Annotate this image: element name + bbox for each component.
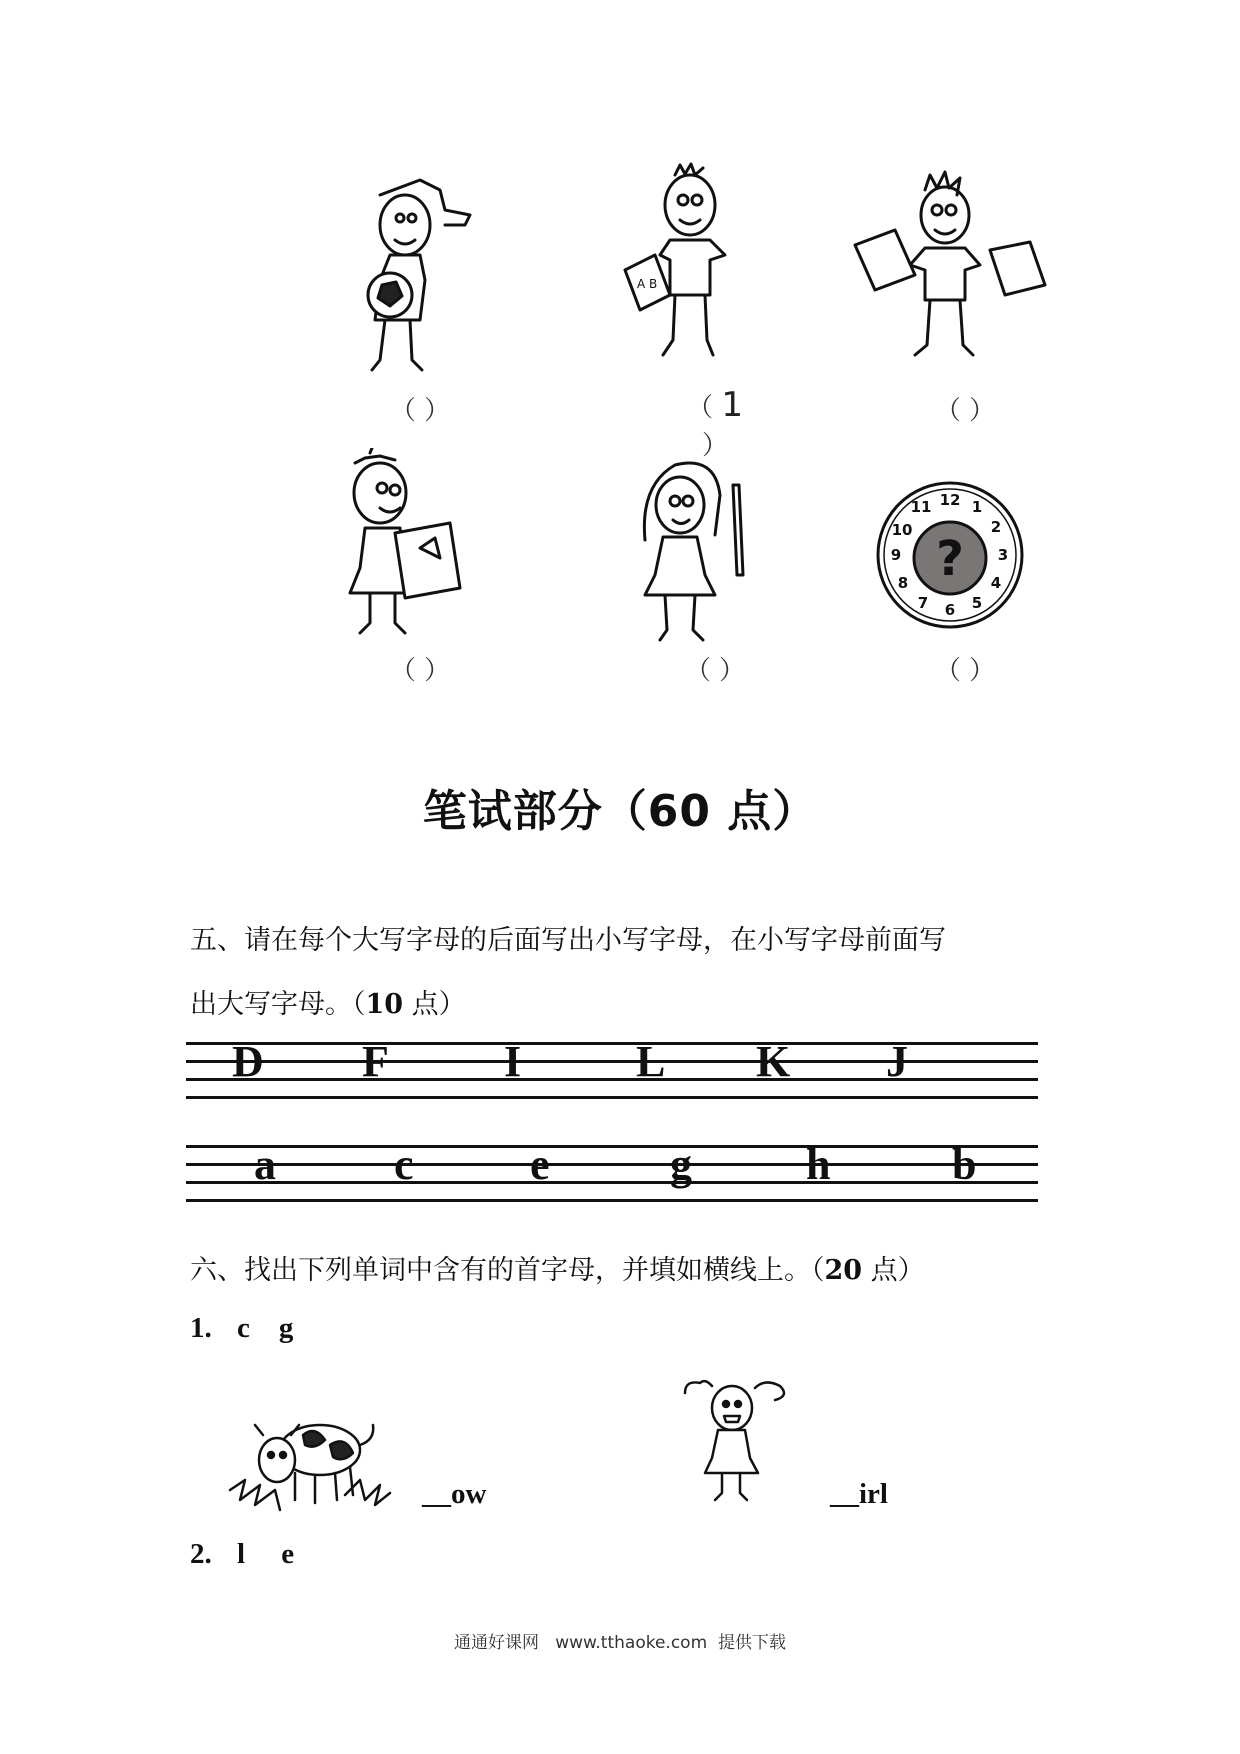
item-2-letters: l e [237, 1538, 295, 1570]
word-cow[interactable]: __ow [422, 1478, 487, 1510]
uppercase-letter: F [362, 1037, 389, 1086]
paren-close: ） [701, 431, 728, 461]
paren-close: ） [969, 396, 996, 426]
uppercase-letter: L [636, 1037, 666, 1086]
answer-paren-4[interactable] [375, 648, 465, 688]
item-2 [190, 1538, 294, 1571]
boy-with-ball-picture [350, 170, 490, 390]
section-title: 笔试部分（60 点） [422, 786, 818, 837]
clock-num-10: 10 [891, 521, 913, 539]
word-girl[interactable]: __irl [830, 1478, 888, 1510]
paren-close: ） [719, 656, 746, 686]
question-6-text [190, 1248, 925, 1287]
staff-line [186, 1078, 1038, 1081]
item-1-letters: c g [237, 1312, 294, 1344]
lowercase-writing-lines[interactable] [186, 1140, 1038, 1205]
boy-with-abc-book-picture [615, 160, 765, 380]
uppercase-writing-lines[interactable] [186, 1037, 1038, 1102]
clock-num-3: 3 [997, 546, 1009, 564]
paren-open: （ [684, 656, 711, 686]
girl-with-math-book-picture [340, 448, 470, 648]
staff-line [186, 1096, 1038, 1099]
clock-num-2: 2 [990, 518, 1002, 536]
clock-num-12: 12 [939, 491, 961, 509]
uppercase-letter: D [232, 1037, 264, 1086]
paren-open: （ [934, 396, 961, 426]
lowercase-letter: b [952, 1140, 977, 1189]
answer-paren-5[interactable] [670, 648, 760, 688]
girl-with-ruler-picture [635, 455, 765, 655]
paren-open: （ [687, 393, 714, 423]
paren-close: ） [969, 656, 996, 686]
clock-num-4: 4 [990, 574, 1002, 592]
item-2-number: 2. [190, 1538, 212, 1570]
paren-open: （ [934, 656, 961, 686]
paren-close: ） [424, 656, 451, 686]
clock-num-8: 8 [897, 574, 909, 592]
uppercase-letter: I [504, 1037, 522, 1086]
q6-prefix: 六、找出下列单词中含有的首字母，并填如横线上。（ [190, 1255, 825, 1286]
q5-suffix: 点） [403, 989, 466, 1020]
boy-with-two-books-picture [845, 170, 1065, 380]
cow-picture [225, 1405, 395, 1515]
lowercase-letter: e [530, 1140, 550, 1189]
question-mark: ? [936, 531, 964, 587]
q5-points: 10 [365, 989, 404, 1020]
answer-paren-3[interactable] [920, 388, 1010, 428]
staff-line [186, 1199, 1038, 1202]
footer-source: 通通好课网 www.tthaoke.com 提供下载 [454, 1633, 786, 1653]
lowercase-letter: a [254, 1140, 276, 1189]
paren-close: ） [424, 396, 451, 426]
clock-num-7: 7 [917, 594, 929, 612]
uppercase-letter: J [886, 1037, 908, 1086]
lowercase-letter: h [806, 1140, 831, 1189]
clock-num-1: 1 [971, 498, 983, 516]
question-5-line-2 [190, 982, 466, 1021]
staff-line [186, 1042, 1038, 1045]
answer-value: 1 [721, 385, 743, 425]
answer-paren-1[interactable] [375, 388, 465, 428]
item-1-number: 1. [190, 1312, 212, 1344]
clock-num-6: 6 [944, 601, 956, 619]
lowercase-letter: g [670, 1140, 692, 1189]
staff-line [186, 1163, 1038, 1166]
answer-paren-6[interactable] [920, 648, 1010, 688]
staff-line [186, 1181, 1038, 1184]
q6-suffix: 点） [862, 1255, 925, 1286]
paren-open: （ [389, 656, 416, 686]
clock-num-11: 11 [910, 498, 932, 516]
svg-text:A B: A B [637, 277, 658, 291]
girl-picture [680, 1378, 790, 1503]
clock-num-9: 9 [890, 546, 902, 564]
q6-points: 20 [824, 1255, 863, 1286]
question-5-line-1: 五、请在每个大写字母的后面写出小写字母，在小写字母前面写 [190, 925, 946, 956]
answer-paren-2[interactable] [670, 385, 760, 462]
staff-line [186, 1060, 1038, 1063]
item-1 [190, 1312, 293, 1345]
q5-prefix: 出大写字母。（ [190, 989, 366, 1020]
clock-picture [875, 480, 1025, 630]
lowercase-letter: c [394, 1140, 414, 1189]
uppercase-letter: K [756, 1037, 791, 1086]
clock-num-5: 5 [971, 594, 983, 612]
staff-line [186, 1145, 1038, 1148]
paren-open: （ [389, 396, 416, 426]
